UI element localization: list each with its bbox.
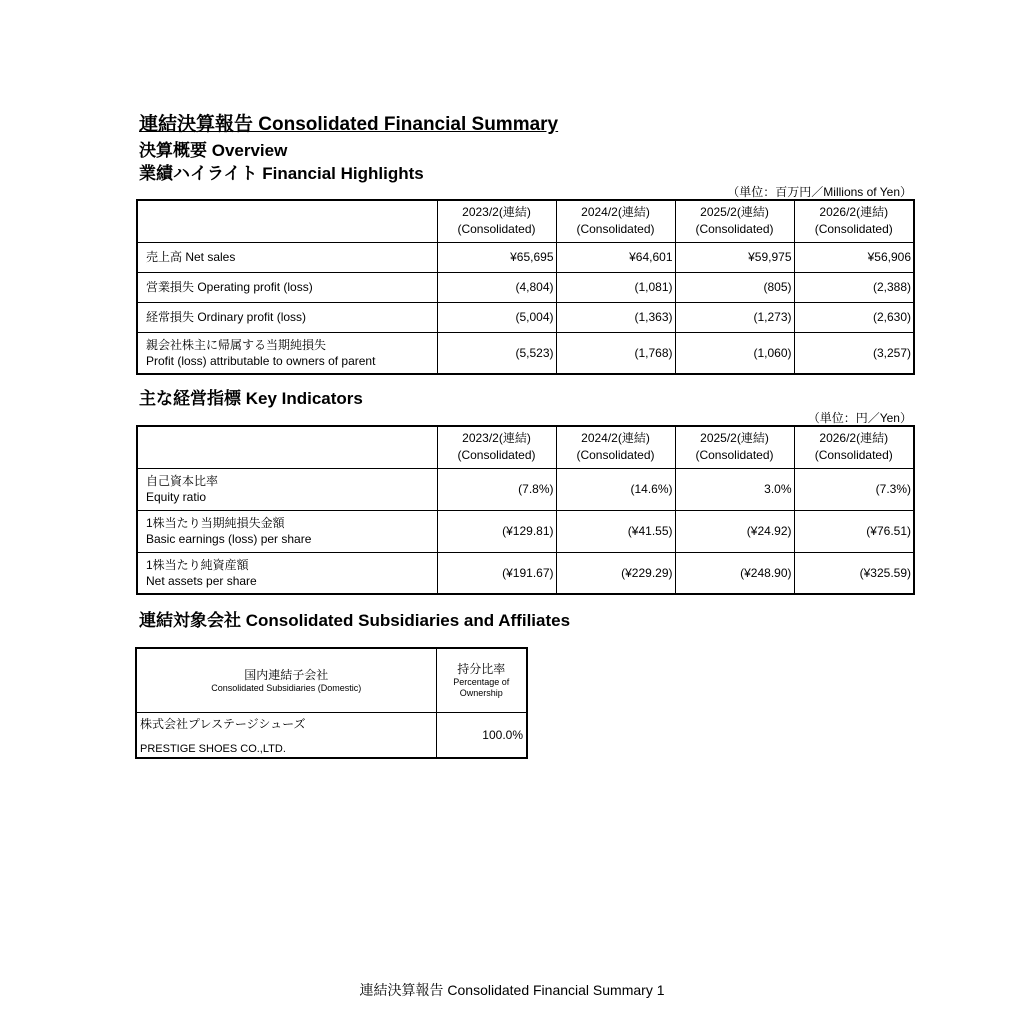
- ownership-col-header: 持分比率 Percentage of Ownership: [436, 648, 527, 712]
- cell-value: (¥129.81): [437, 510, 556, 552]
- cell-value: ¥64,601: [556, 242, 675, 272]
- table-header-row: [137, 200, 914, 242]
- table-row: [137, 552, 914, 594]
- header-blank-cell: [137, 426, 437, 468]
- cell-value: (805): [675, 272, 794, 302]
- cell-value: (¥41.55): [556, 510, 675, 552]
- table-header-row: [137, 426, 914, 468]
- cell-value: (5,004): [437, 302, 556, 332]
- cell-value: (7.3%): [794, 468, 914, 510]
- cell-value: ¥59,975: [675, 242, 794, 272]
- cell-value: (¥24.92): [675, 510, 794, 552]
- table-row: [137, 272, 914, 302]
- overview-heading: 決算概要 Overview: [139, 141, 288, 160]
- col-header: 2023/2(連結) (Consolidated): [437, 426, 556, 468]
- header-blank-cell: [137, 200, 437, 242]
- row-label: 経常損失 Ordinary profit (loss): [137, 302, 437, 332]
- cell-value: (2,388): [794, 272, 914, 302]
- cell-value: (¥191.67): [437, 552, 556, 594]
- cell-value: (7.8%): [437, 468, 556, 510]
- row-label: 売上高 Net sales: [137, 242, 437, 272]
- row-label: 1株当たり当期純損失金額 Basic earnings (loss) per share: [137, 510, 437, 552]
- table-row: [136, 712, 527, 758]
- cell-value: 3.0%: [675, 468, 794, 510]
- cell-value: (¥248.90): [675, 552, 794, 594]
- highlights-unit: （単位：百万円／Millions of Yen）: [727, 185, 912, 199]
- cell-value: (¥229.29): [556, 552, 675, 594]
- highlights-heading: 業績ハイライト Financial Highlights: [139, 164, 424, 183]
- table-row: [137, 332, 914, 374]
- cell-value: (1,768): [556, 332, 675, 374]
- cell-value: (3,257): [794, 332, 914, 374]
- page-footer: 連結決算報告 Consolidated Financial Summary 1: [359, 982, 665, 998]
- cell-value: (14.6%): [556, 468, 675, 510]
- cell-value: (1,081): [556, 272, 675, 302]
- row-label: 営業損失 Operating profit (loss): [137, 272, 437, 302]
- col-header: 2026/2(連結) (Consolidated): [794, 200, 914, 242]
- subsidiaries-col-header: 国内連結子会社 Consolidated Subsidiaries (Domestic): [136, 648, 436, 712]
- table-row: [137, 510, 914, 552]
- cell-value: (2,630): [794, 302, 914, 332]
- ownership-value: 100.0%: [436, 712, 527, 758]
- company-name-cell: 株式会社プレステージシューズ PRESTIGE SHOES CO.,LTD.: [136, 712, 436, 758]
- cell-value: ¥65,695: [437, 242, 556, 272]
- subsidiaries-heading: 連結対象会社 Consolidated Subsidiaries and Affiliates: [139, 611, 571, 630]
- highlights-table: [136, 199, 915, 375]
- indicators-unit: （単位：円／Yen）: [807, 411, 912, 425]
- indicators-table: [136, 425, 915, 595]
- row-label: 自己資本比率 Equity ratio: [137, 468, 437, 510]
- col-header: 2023/2(連結) (Consolidated): [437, 200, 556, 242]
- row-label: 1株当たり純資産額 Net assets per share: [137, 552, 437, 594]
- cell-value: (1,273): [675, 302, 794, 332]
- col-header: 2026/2(連結) (Consolidated): [794, 426, 914, 468]
- page-title: 連結決算報告 Consolidated Financial Summary: [139, 114, 559, 135]
- table-row: [137, 468, 914, 510]
- col-header: 2025/2(連結) (Consolidated): [675, 426, 794, 468]
- cell-value: (¥76.51): [794, 510, 914, 552]
- cell-value: (5,523): [437, 332, 556, 374]
- cell-value: (4,804): [437, 272, 556, 302]
- table-row: [137, 302, 914, 332]
- col-header: 2025/2(連結) (Consolidated): [675, 200, 794, 242]
- indicators-heading: 主な経営指標 Key Indicators: [139, 389, 363, 408]
- col-header: 2024/2(連結) (Consolidated): [556, 426, 675, 468]
- cell-value: (1,060): [675, 332, 794, 374]
- subsidiaries-table: [135, 647, 528, 759]
- table-header-row: [136, 648, 527, 712]
- col-header: 2024/2(連結) (Consolidated): [556, 200, 675, 242]
- table-row: [137, 242, 914, 272]
- row-label: 親会社株主に帰属する当期純損失 Profit (loss) attributable to owners of parent: [137, 332, 437, 374]
- cell-value: ¥56,906: [794, 242, 914, 272]
- cell-value: (¥325.59): [794, 552, 914, 594]
- cell-value: (1,363): [556, 302, 675, 332]
